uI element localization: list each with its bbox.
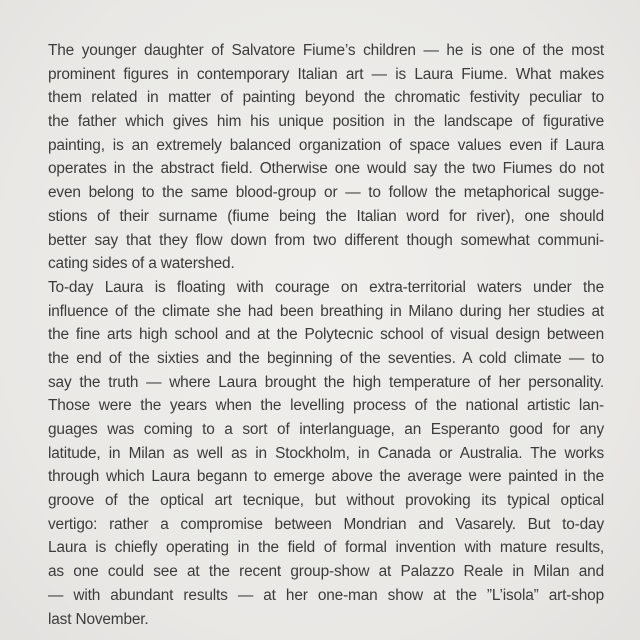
text-line: guages was coming to a sort of interlanguage, an Esperanto good for any (48, 421, 604, 438)
text-line: as one could see at the recent group-show at Palazzo Reale in Milan and (48, 563, 604, 581)
text-line: Those were the years when the levelling process of the national artistic lan- (48, 397, 604, 415)
text-line: the father which gives him his unique position in the landscape of figurative (48, 113, 604, 131)
article-text (48, 39, 604, 631)
text-line: prominent figures in contemporary Italian art — is Laura Fiume. What makes (48, 65, 604, 83)
paragraph-1 (48, 39, 604, 276)
text-line: groove of the optical art tecnique, but without provoking its typical optical (48, 492, 604, 510)
text-line: — with abundant results — at her one-man show at the ”L’isola” art-shop (48, 586, 604, 604)
text-line: last November. (48, 610, 149, 628)
text-line: To-day Laura is floating with courage on extra-territorial waters under the (48, 278, 604, 296)
text-line: The younger daughter of Salvatore Fiume’s children — he is one of the most (48, 42, 604, 59)
text-line: better say that they flow down from two different though somewhat communi- (48, 231, 604, 249)
text-line: say the truth — where Laura brought the high temperature of her personality. (48, 373, 604, 391)
text-line: vertigo: rather a compromise between Mondrian and Vasarely. But to-day (48, 515, 604, 533)
paragraph-2 (48, 276, 604, 631)
text-line: painting, is an extremely balanced organization of space values even if Laura (48, 136, 604, 154)
text-line: latitude, in Milan as well as in Stockholm, in Canada or Australia. The works (48, 444, 604, 462)
text-line: cating sides of a watershed. (48, 255, 235, 273)
text-line: Laura is chiefly operating in the field of formal invention with mature results, (48, 539, 604, 557)
text-line: stions of their surname (fiume being the Italian word for river), one should (48, 207, 604, 225)
text-line: influence of the climate she had been breathing in Milano during her studies at (48, 302, 604, 320)
text-line: operates in the abstract field. Otherwise one would say the two Fiumes do not (48, 160, 604, 178)
text-line: through which Laura begann to emerge above the average were painted in the (48, 468, 604, 486)
text-line: the end of the sixties and the beginning of the seventies. A cold climate — to (48, 349, 604, 367)
text-line: them related in matter of painting beyond the chromatic festivity peculiar to (48, 89, 604, 107)
text-line: the fine arts high school and at the Polytecnic school of visual design between (48, 326, 604, 344)
text-line: even belong to the same blood-group or — to follow the metaphorical sugge- (48, 184, 604, 202)
